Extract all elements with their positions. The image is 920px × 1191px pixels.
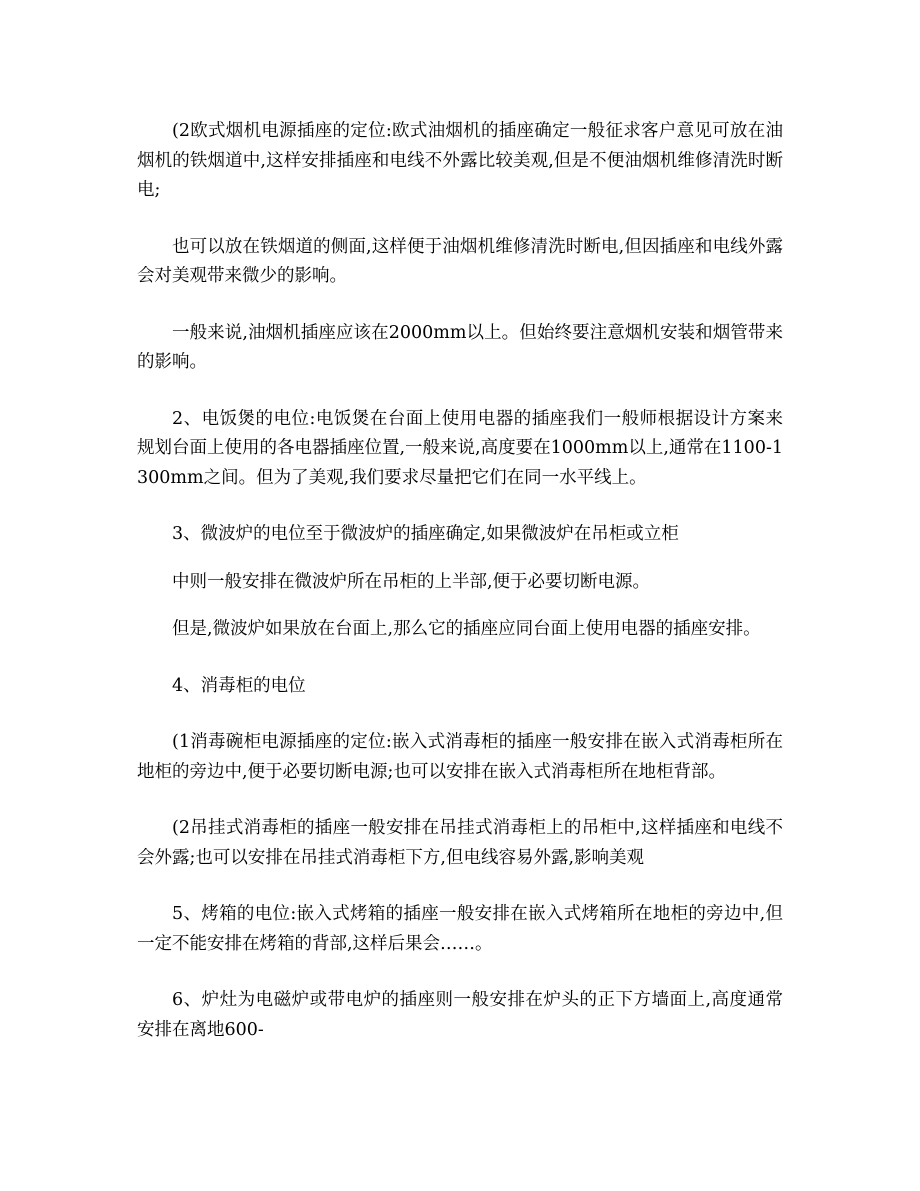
paragraph-range-hood-european: (2欧式烟机电源插座的定位:欧式油烟机的插座确定一般征求客户意见可放在油烟机的铁烟道中,这样安排插座和电线不外露比较美观,但是不便油烟机维修清洗时断电;: [137, 121, 783, 200]
document-body: [137, 117, 783, 1072]
paragraph-disinfection-cabinet-hanging: (2吊挂式消毒柜的插座一般安排在吊挂式消毒柜上的吊柜中,这样插座和电线不会外露;也可以安排在吊挂式消毒柜下方,但电线容易外露,影响美观: [137, 818, 783, 868]
paragraph-stove: 6、炉灶为电磁炉或带电炉的插座则一般安排在炉头的正下方墙面上,高度通常安排在离地600-: [137, 990, 783, 1040]
paragraph-microwave-cabinet: 中则一般安排在微波炉所在吊柜的上半部,便于必要切断电源。: [172, 571, 651, 592]
paragraph-range-hood-side: 也可以放在铁烟道的侧面,这样便于油烟机维修清洗时断电,但因插座和电线外露会对美观带来微少的影响。: [137, 236, 783, 286]
paragraph-oven: 5、烤箱的电位:嵌入式烤箱的插座一般安排在嵌入式烤箱所在地柜的旁边中,但一定不能安排在烤箱的背部,这样后果会……。: [137, 904, 783, 954]
paragraph-microwave-heading: 3、微波炉的电位至于微波炉的插座确定,如果微波炉在吊柜或立柜: [172, 524, 679, 544]
paragraph-disinfection-cabinet-heading: 4、消毒柜的电位: [172, 675, 306, 696]
paragraph-range-hood-height: 一般来说,油烟机插座应该在2000mm以上。但始终要注意烟机安装和烟管带来的影响。: [137, 322, 783, 372]
paragraph-microwave-countertop: 但是,微波炉如果放在台面上,那么它的插座应同台面上使用电器的插座安排。: [172, 619, 761, 639]
paragraph-disinfection-cabinet-embedded: (1消毒碗柜电源插座的定位:嵌入式消毒柜的插座一般安排在嵌入式消毒柜所在地柜的旁边中,便于必要切断电源;也可以安排在嵌入式消毒柜所在地柜背部。: [137, 732, 783, 782]
paragraph-rice-cooker: 2、电饭煲的电位:电饭煲在台面上使用电器的插座我们一般师根据设计方案来规划台面上使用的各电器插座位置,一般来说,高度要在1000mm以上,通常在1100-1300mm之间。但为了美观,我们要求尽量把它们在同一水平线上。: [137, 408, 783, 488]
